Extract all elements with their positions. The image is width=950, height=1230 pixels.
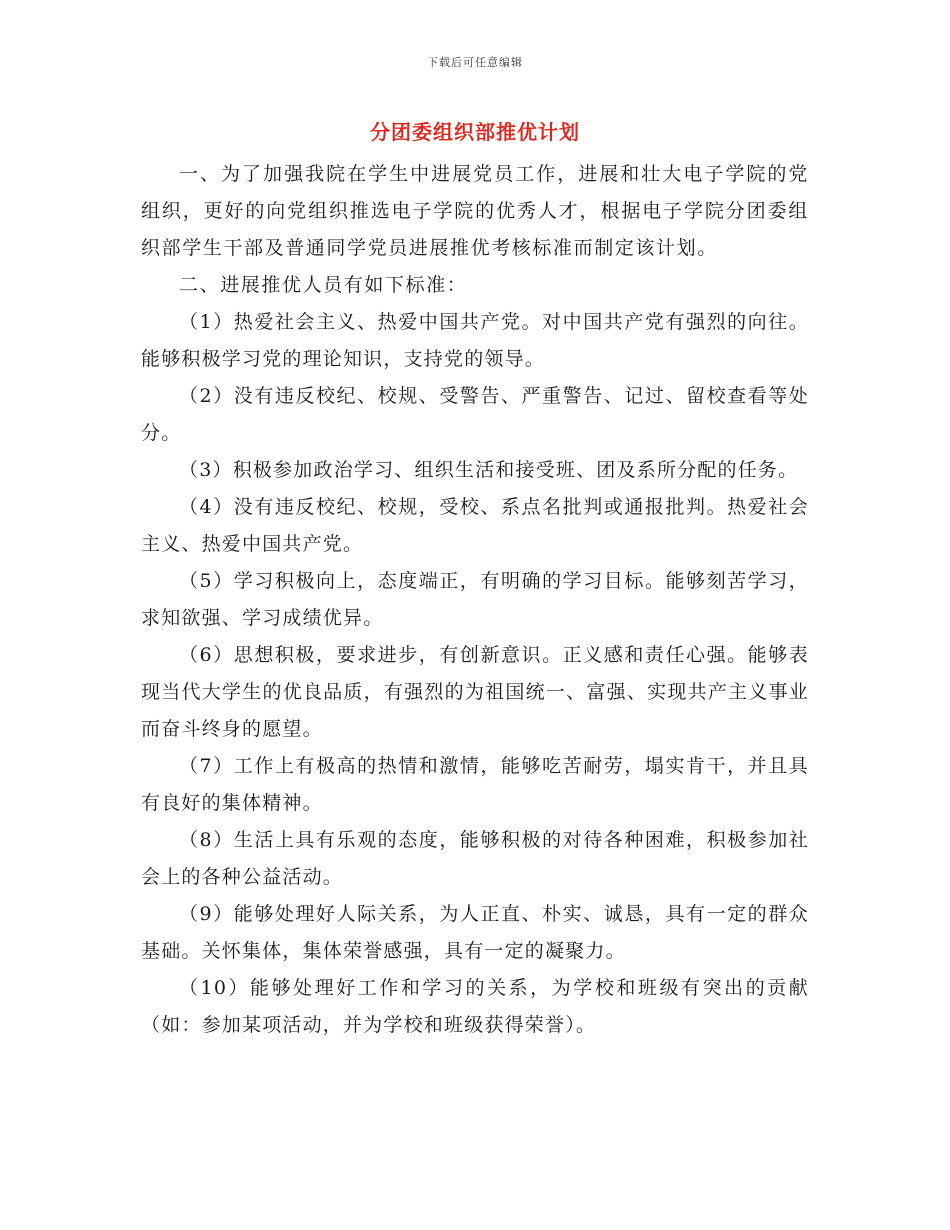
criteria-item-10: （10）能够处理好工作和学习的关系，为学校和班级有突出的贡献（如：参加某项活动，并为学校和班级获得荣誉）。 xyxy=(141,977,809,1036)
criteria-item-7: （7）工作上有极高的热情和激情，能够吃苦耐劳，塌实肯干，并且具有良好的集体精神。 xyxy=(141,755,809,814)
criteria-item-9: （9）能够处理好人际关系，为人正直、朴实、诚恳，具有一定的群众基础。关怀集体，集体荣誉感强，具有一定的凝聚力。 xyxy=(141,903,809,962)
criteria-item-1: （1）热爱社会主义、热爱中国共产党。对中国共产党有强烈的向往。能够积极学习党的理论知识，支持党的领导。 xyxy=(141,311,809,370)
document-title: 分团委组织部推优计划 xyxy=(370,120,580,144)
criteria-item-4: （4）没有违反校纪、校规，受校、系点名批判或通报批判。热爱社会主义、热爱中国共产党。 xyxy=(141,496,809,555)
document-body xyxy=(141,156,809,1044)
criteria-item-8: （8）生活上具有乐观的态度，能够积极的对待各种困难，积极参加社会上的各种公益活动。 xyxy=(141,829,809,888)
criteria-item-3: （3）积极参加政治学习、组织生活和接受班、团及系所分配的任务。 xyxy=(179,459,799,481)
page-header-note: 下载后可任意编辑 xyxy=(427,56,523,69)
criteria-item-6: （6）思想积极，要求进步，有创新意识。正义感和责任心强。能够表现当代大学生的优良品质，有强烈的为祖国统一、富强、实现共产主义事业而奋斗终身的愿望。 xyxy=(141,644,809,740)
paragraph-purpose: 一、为了加强我院在学生中进展党员工作，进展和壮大电子学院的党组织，更好的向党组织推选电子学院的优秀人才，根据电子学院分团委组织部学生干部及普通同学党员进展推优考核标准而制定该计划。 xyxy=(141,163,809,259)
paragraph-criteria-heading: 二、进展推优人员有如下标准： xyxy=(179,274,468,296)
criteria-item-5: （5）学习积极向上，态度端正，有明确的学习目标。能够刻苦学习，求知欲强、学习成绩优异。 xyxy=(141,570,809,629)
criteria-item-2: （2）没有违反校纪、校规、受警告、严重警告、记过、留校查看等处分。 xyxy=(141,385,809,444)
